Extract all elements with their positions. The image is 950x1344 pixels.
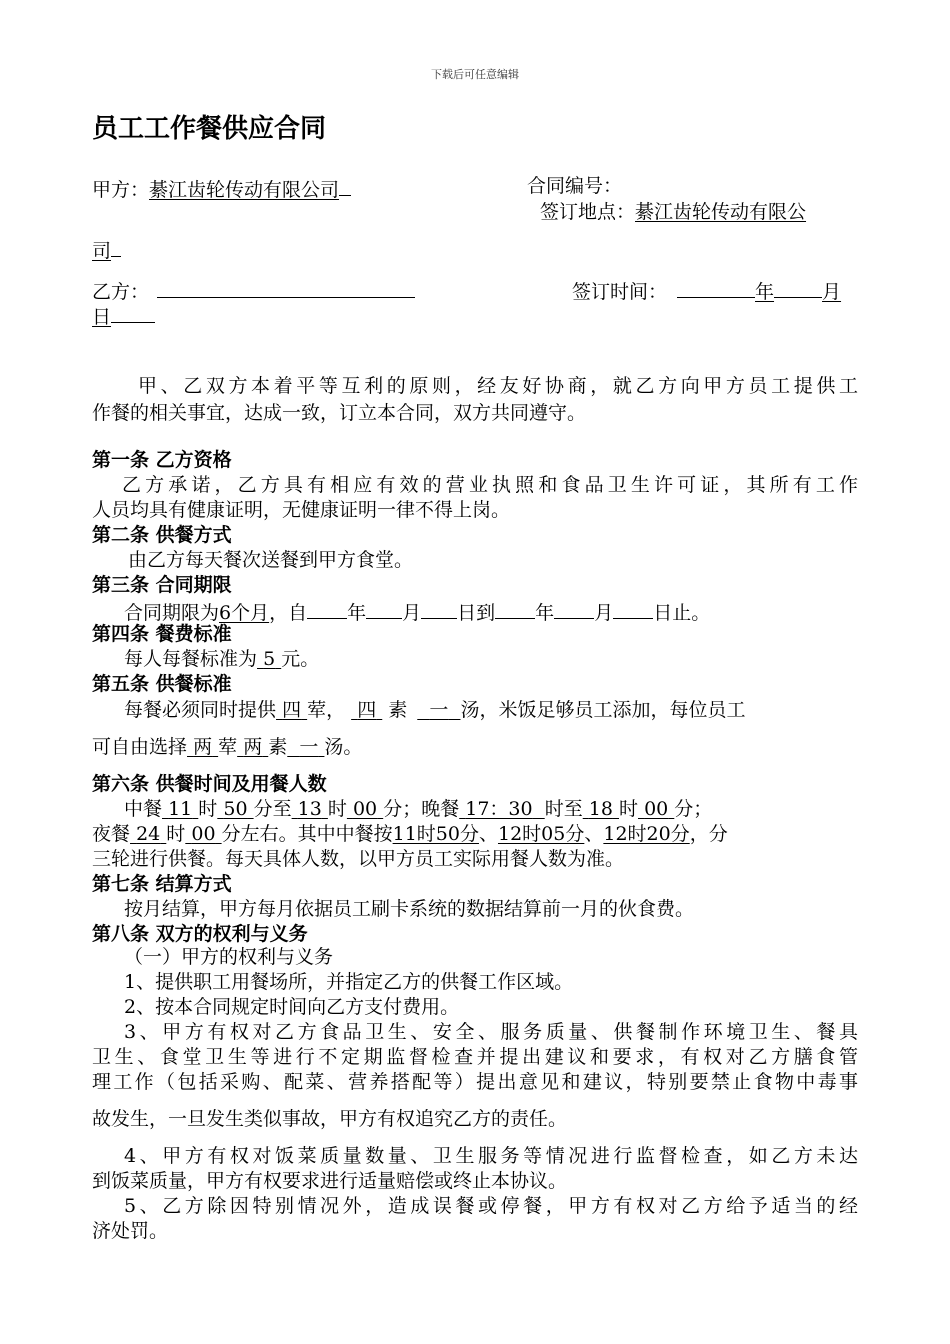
intro-line-2: 作餐的相关事宜，达成一致，订立本合同，双方共同遵守。 <box>92 402 587 424</box>
sign-time-day-line <box>92 304 155 327</box>
art3-text: 月 <box>402 602 422 624</box>
sign-place-label: 签订地点： <box>540 201 636 223</box>
art6-lunch-end-hour: 13 <box>297 798 322 820</box>
art5-text: 汤，米饭足够员工添加，每位员工 <box>460 699 746 721</box>
art4-text: 每人每餐标准为 <box>124 648 258 670</box>
art5-text: 每餐必须同时提供 <box>124 699 277 721</box>
art3-blank <box>554 600 594 619</box>
sign-place-line <box>540 203 858 222</box>
art3-blank <box>613 600 653 619</box>
sign-place-blank <box>111 238 121 257</box>
art8-item-2: 2、按本合同规定时间向乙方支付费用。 <box>124 996 460 1018</box>
art8-item-5-line-2: 济处罚。 <box>92 1220 169 1242</box>
art8-item-3-line-3: 理工作（包括采购、配菜、营养搭配等）提出意见和建议，特别要禁止食物中毒事 <box>92 1071 858 1093</box>
art5-line-1 <box>124 701 745 720</box>
art6-line-3: 三轮进行供餐。每天具体人数，以甲方员工实际用餐人数为准。 <box>92 848 625 870</box>
art6-round-2: 12时05分 <box>497 823 585 845</box>
sign-place-value: 綦江齿轮传动有限公 <box>635 201 807 223</box>
art5-text: 可自由选择 <box>92 736 188 758</box>
art3-duration: 6个月 <box>219 602 270 624</box>
sign-time-label: 签订时间： <box>572 281 668 303</box>
art3-blank <box>366 600 402 619</box>
art5-line-2 <box>92 738 362 757</box>
sign-time-line <box>572 279 859 302</box>
art6-lunch-end-min: 00 <box>352 798 378 820</box>
art4-line-1 <box>124 650 319 669</box>
intro-line-1: 甲、乙双方本着平等互利的原则，经友好协商，就乙方向甲方员工提供工 <box>138 375 858 397</box>
art5-soup-count: 一 <box>429 699 449 721</box>
sign-time-month-blank <box>774 279 822 298</box>
contract-no-label: 合同编号： <box>527 175 623 197</box>
art3-text: 年 <box>535 602 555 624</box>
sign-time-year: 年 <box>755 281 775 303</box>
party-b-blank <box>157 279 415 298</box>
art8-item-5-line-1: 5、乙方除因特别情况外，造成误餐或停餐，甲方有权对乙方给予适当的经 <box>124 1195 858 1217</box>
party-b-label: 乙方： <box>92 281 150 303</box>
art4-fee: 5 <box>263 648 276 670</box>
art5-veg-count: 四 <box>357 699 377 721</box>
party-a-name: 綦江齿轮传动有限公司 <box>149 179 340 201</box>
sign-time-year-blank <box>677 279 755 298</box>
art6-night-min: 00 <box>191 823 216 845</box>
art3-text: 合同期限为 <box>124 602 220 624</box>
art1-line-2: 人员均具有健康证明，无健康证明一律不得上岗。 <box>92 499 511 521</box>
art6-title: 第六条 供餐时间及用餐人数 <box>92 773 327 795</box>
art8-item-4-line-2: 到饭菜质量，甲方有权要求进行适量赔偿或终止本协议。 <box>92 1170 568 1192</box>
art3-blank <box>495 600 535 619</box>
art6-round-1: 11时50分 <box>392 823 479 845</box>
document-title: 员工工作餐供应合同 <box>92 114 327 144</box>
sign-place-value-2: 司 <box>92 240 112 262</box>
art3-title: 第三条 合同期限 <box>92 574 232 596</box>
art3-blank <box>307 600 347 619</box>
art8-title: 第八条 双方的权利与义务 <box>92 923 308 945</box>
art3-text: 月 <box>594 602 614 624</box>
art8-subsection-1: （一）甲方的权利与义务 <box>124 946 334 968</box>
art8-item-3-line-2: 卫生、食堂卫生等进行不定期监督检查并提出建议和要求，有权对乙方膳食管 <box>92 1046 858 1068</box>
header-note: 下载后可任意编辑 <box>431 68 519 81</box>
art1-line-1: 乙方承诺，乙方具有相应有效的营业执照和食品卫生许可证，其所有工作 <box>122 474 858 496</box>
art5-choice-veg: 两 <box>243 736 263 758</box>
art5-title: 第五条 供餐标准 <box>92 673 232 695</box>
art6-round-3: 12时20分 <box>603 823 690 845</box>
party-a-label: 甲方： <box>92 179 150 201</box>
art3-text: ，自 <box>269 602 308 624</box>
party-a-line <box>92 177 351 200</box>
art3-text: 日到 <box>457 602 496 624</box>
art5-text: 荤 <box>218 736 238 758</box>
art5-text: 素 <box>268 736 288 758</box>
art1-title: 第一条 乙方资格 <box>92 449 232 471</box>
art3-text: 日止。 <box>653 602 711 624</box>
art8-item-4-line-1: 4、甲方有权对饭菜质量数量、卫生服务等情况进行监督检查，如乙方未达 <box>124 1145 858 1167</box>
art2-line-1: 由乙方每天餐次送餐到甲方食堂。 <box>128 549 414 571</box>
sign-time-month: 月 <box>822 281 842 303</box>
sign-time-day-blank <box>111 304 155 323</box>
art5-meat-count: 四 <box>282 699 302 721</box>
art8-item-1: 1、提供职工用餐场所，并指定乙方的供餐工作区域。 <box>124 971 574 993</box>
art7-line-1: 按月结算，甲方每月依据员工刷卡系统的数据结算前一月的伙食费。 <box>124 898 695 920</box>
art5-text: 素 <box>388 699 408 721</box>
art6-dinner-start: 17：30 <box>465 798 533 820</box>
art4-title: 第四条 餐费标准 <box>92 623 232 645</box>
party-b-line <box>92 279 415 302</box>
party-a-blank <box>339 177 351 196</box>
art5-text: 荤， <box>307 699 346 721</box>
art8-item-3-line-4: 故发生，一旦发生类似事故，甲方有权追究乙方的责任。 <box>92 1108 568 1130</box>
sign-time-day: 日 <box>92 306 112 328</box>
art6-line-1: 中餐 11 时 50 分至 13 时 00 分；晚餐 17：30 时至 18 时 00 分； <box>124 798 713 820</box>
art3-text: 年 <box>347 602 367 624</box>
art5-choice-soup: 一 <box>299 736 319 758</box>
art6-dinner-end-min: 00 <box>644 798 669 820</box>
art6-lunch-start-hour: 11 <box>168 798 193 820</box>
art8-item-3-line-1: 3、甲方有权对乙方食品卫生、安全、服务质量、供餐制作环境卫生、餐具 <box>124 1021 858 1043</box>
art6-night-hour: 24 <box>136 823 161 845</box>
art3-line-1 <box>124 600 710 623</box>
art6-line-2: 夜餐 24 时 00 分左右。其中中餐按11时50分、12时05分、12时20分，分 <box>92 823 728 845</box>
art5-choice-meat: 两 <box>193 736 213 758</box>
art7-title: 第七条 结算方式 <box>92 873 232 895</box>
art2-title: 第二条 供餐方式 <box>92 524 232 546</box>
art6-lunch-start-min: 50 <box>223 798 248 820</box>
art5-text: 汤。 <box>324 736 363 758</box>
sign-place-continued <box>92 238 121 261</box>
art4-text: 元。 <box>281 648 320 670</box>
art6-dinner-end-hour: 18 <box>588 798 613 820</box>
art3-blank <box>421 600 457 619</box>
